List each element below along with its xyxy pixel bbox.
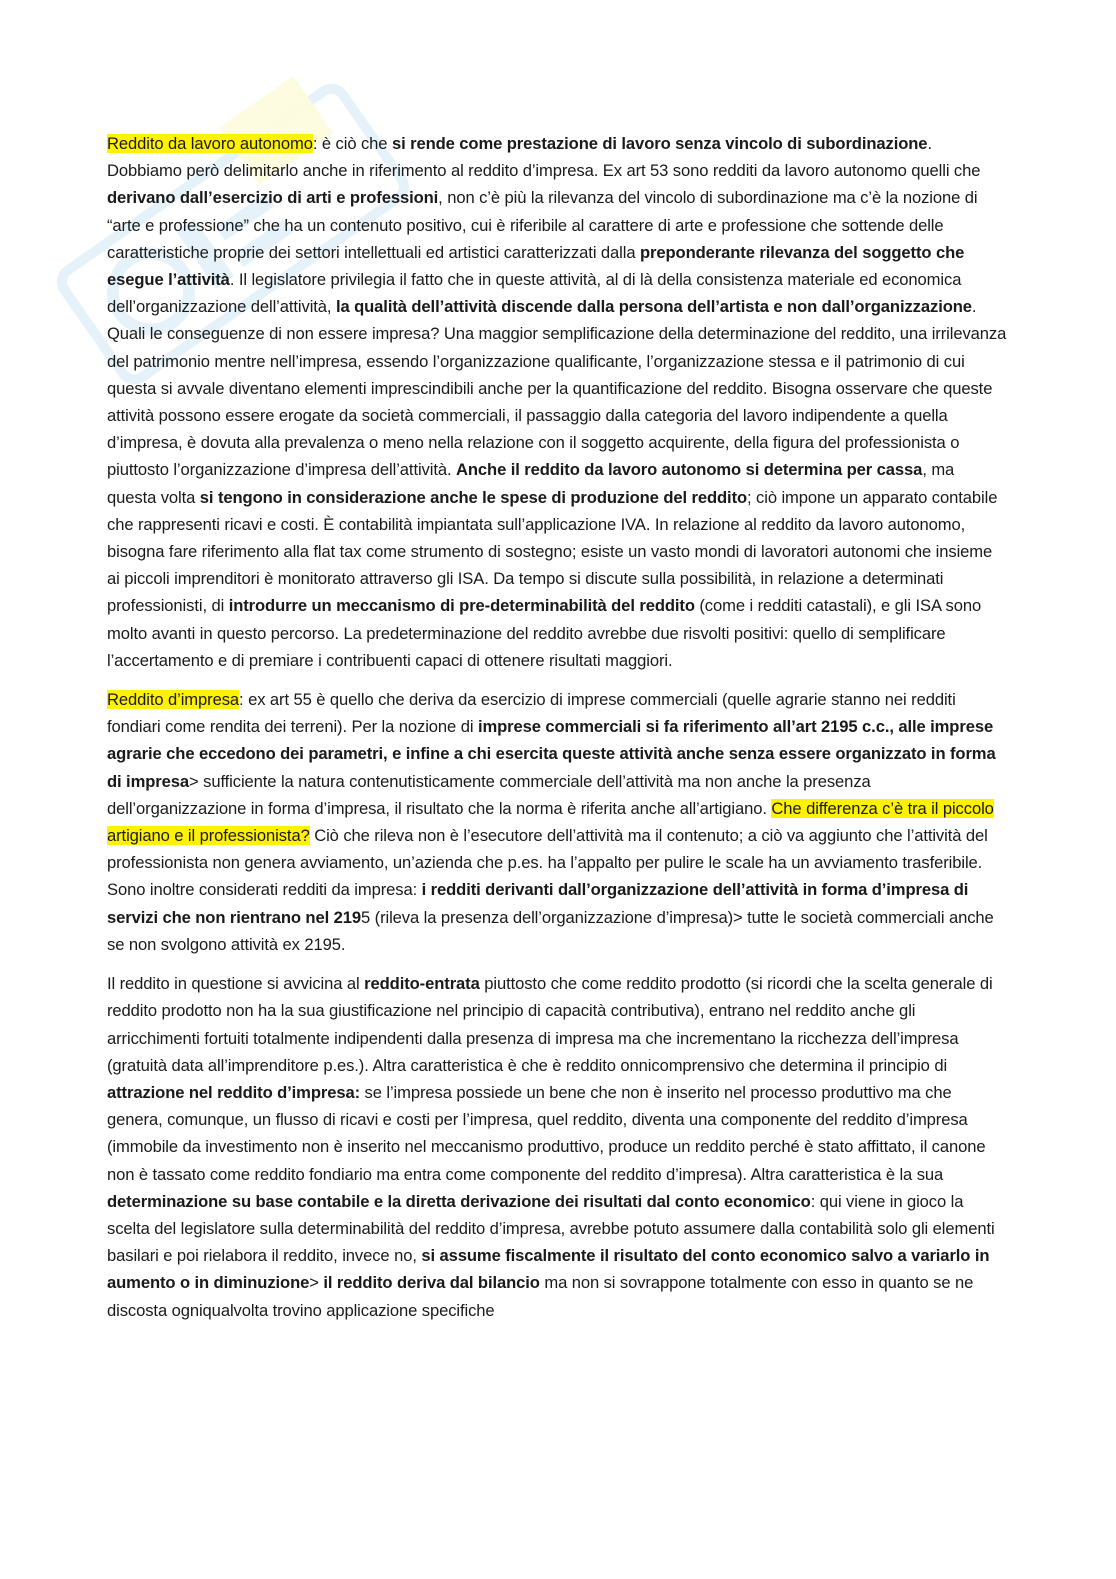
bold-text: i redditi derivanti dall’organizzazione dell’attività in forma d’impresa di servizi che non rientrano nel 219	[107, 880, 969, 927]
text-segment: (come i redditi catastali), e gli ISA sono molto avanti in questo percorso. La predeterminazione del reddito avrebbe due risvolti positivi: quello di semplificare l’accertamento e di premiare i contribuenti capaci di ottenere risultati maggiori.	[107, 596, 982, 670]
bold-text: imprese commerciali si fa riferimento all’art 2195 c.c., alle imprese agrarie che eccedono dei parametri, e infine a chi esercita queste attività anche senza essere organizzato in forma di impresa	[107, 717, 996, 791]
text-segment: se l’impresa possiede un bene che non è inserito nel processo produttivo ma che genera, comunque, un flusso di ricavi e costi per l’impresa, quel reddito, diventa una componente del reddito d’impresa (immobile da investimento non è inserito nel meccanismo produttivo, produce un reddito perché è stato affittato, il canone non è tassato come reddito fondiario ma entra come componente del reddito d’impresa). Altra caratteristica è la sua	[107, 1082, 986, 1184]
text-segment: . Dobbiamo però delimitarlo anche in riferimento al reddito d’impresa. Ex art 53 sono redditi da lavoro autonomo quelli che	[107, 134, 981, 181]
text-segment: piuttosto che come reddito prodotto (si ricordi che la scelta generale di reddito prodotto non ha la sua giustificazione nel principio di capacità contributiva), entrano nel reddito anche gli arricchimenti fortuiti totalmente indipendenti dalla presenza di impresa ma che incrementano la ricchezza dell’impresa (gratuità data all’imprenditore p.es.). Altra caratteristica è che è reddito onnicomprensivo che determina il principio di	[107, 974, 993, 1075]
bold-text: si rende come prestazione di lavoro senza vincolo di subordinazione	[391, 134, 928, 153]
text-segment: Il reddito in questione si avvicina al	[107, 974, 365, 994]
paragraph-reddito-lavoro-autonomo	[107, 130, 1007, 674]
text-segment: Ciò che rileva non è l’esecutore dell’attività ma il contenuto; a ciò va aggiunto che l’attività del professionista non genera avviamento, un’azienda che p.es. ha l’appalto per pulire le scale ha un avviamento trasferibile. Sono inoltre considerati redditi da impresa:	[107, 826, 988, 900]
text-segment: ma non si sovrappone totalmente con esso in quanto se ne discosta ogniqualvolta trovino applicazione specifiche	[107, 1273, 974, 1320]
document-body	[107, 130, 1007, 1324]
highlighted-text: Che differenza c’è tra il piccolo artigiano e il professionista?	[107, 798, 994, 846]
text-segment: : qui viene in gioco la scelta del legislatore sulla determinabilità del reddito d’impresa, avrebbe potuto assumere dalla contabilità solo gli elementi basilari e poi rielabora il reddito, invece no,	[107, 1191, 995, 1266]
bold-text: determinazione su base contabile e la diretta derivazione dei risultati dal conto economico	[107, 1191, 811, 1211]
text-segment: , ma questa volta	[107, 460, 955, 507]
bold-text: reddito-entrata	[364, 974, 480, 994]
text-segment: : ex art 55 è quello che deriva da esercizio di imprese commerciali (quelle agrarie stanno nei redditi fondiari come rendita dei terreni). Per la nozione di	[107, 690, 956, 737]
text-segment: ; ciò impone un apparato contabile che rappresenti ricavi e costi. È contabilità impiantata sull’applicazione IVA. In relazione al reddito da lavoro autonomo, bisogna fare riferimento alla flat tax come strumento di sostegno; esiste un vasto mondi di lavoratori autonomi che insieme ai piccoli imprenditori è monitorato attraverso gli ISA. Da tempo si discute sulla possibilità, in relazione a determinati professionisti, di	[107, 487, 998, 616]
highlighted-text: Reddito da lavoro autonomo	[107, 134, 313, 153]
text-segment: , non c’è più la rilevanza del vincolo di subordinazione ma c’è la nozione di “arte e professione” che ha un contenuto positivo, cui è riferibile al carattere di arte e professione che sottende delle caratteristiche proprie dei settori intellettuali ed artistici caratterizzati dalla	[107, 188, 978, 262]
text-segment: : è ciò che	[312, 134, 392, 153]
bold-text: attrazione nel reddito d’impresa:	[107, 1082, 361, 1102]
text-segment: > sufficiente la natura contenutisticamente commerciale dell’attività ma non anche la presenza dell’organizzazione in forma d’impresa, il risultato che la norma è riferita anche all’artigiano.	[107, 771, 871, 818]
text-segment: >	[309, 1273, 324, 1293]
bold-text: preponderante rilevanza del soggetto che esegue l’attività	[107, 242, 965, 290]
bold-text: si tengono in considerazione anche le spese di produzione del reddito	[199, 487, 748, 507]
highlighted-text: Reddito d’impresa	[107, 690, 240, 710]
bold-text: introdurre un meccanismo di pre-determinabilità del reddito	[228, 596, 695, 616]
bold-text: il reddito deriva dal bilancio	[323, 1273, 540, 1293]
text-segment: . Il legislatore privilegia il fatto che in queste attività, al di là della consistenza materiale ed economica dell’organizzazione dell’attività,	[107, 270, 962, 317]
bold-text: Anche il reddito da lavoro autonomo si determina per cassa	[455, 460, 923, 480]
bold-text: si assume fiscalmente il risultato del conto economico salvo a variarlo in aumento o in diminuzione	[107, 1246, 990, 1293]
paragraph-reddito-entrata	[107, 970, 1007, 1324]
bold-text: derivano dall’esercizio di arti e professioni	[107, 188, 439, 208]
text-segment: 5 (rileva la presenza dell’organizzazione d’impresa)> tutte le società commerciali anche se non svolgono attività ex 2195.	[107, 907, 994, 954]
text-segment: . Quali le conseguenze di non essere impresa? Una maggior semplificazione della determinazione del reddito, una irrilevanza del patrimonio mentre nell’impresa, essendo l’organizzazione qualificante, l’organizzazione stessa e il patrimonio di cui questa si avvale diventano elementi imprescindibili anche per la quantificazione del reddito. Bisogna osservare che queste attività possono essere erogate da società commerciali, il passaggio dalla categoria del lavoro indipendente a quella d’impresa, è dovuta alla prevalenza o meno nella relazione con il soggetto acquirente, della figura del professionista o piuttosto l’organizzazione d’impresa dell’attività.	[107, 297, 1007, 480]
paragraph-reddito-impresa	[107, 686, 1007, 958]
bold-text: la qualità dell’attività discende dalla persona dell’artista e non dall’organizzazione	[335, 297, 972, 317]
